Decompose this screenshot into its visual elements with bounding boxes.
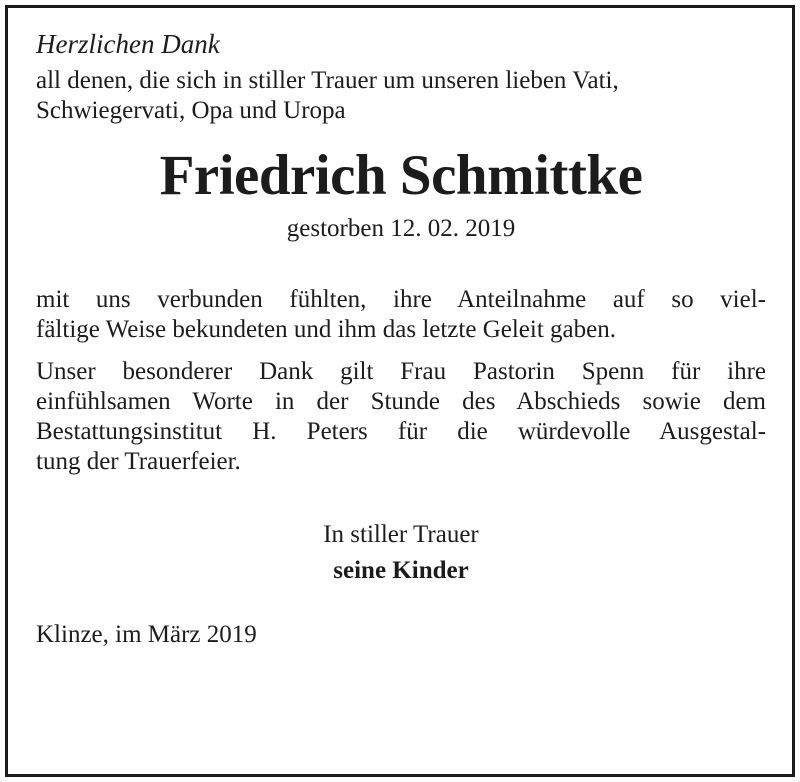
paragraph-line: einfühlsamen Worte in der Stunde des Abschieds sowie dem — [36, 388, 766, 415]
paragraph-thanks-support — [36, 285, 766, 345]
greeting-heading: Herzlichen Dank — [36, 29, 220, 59]
deceased-name: Friedrich Schmittke — [159, 144, 643, 207]
paragraph-line: mit uns verbunden fühlten, ihre Anteilnahme auf so viel- — [36, 286, 766, 313]
paragraph-line: Unser besonderer Dank gilt Frau Pastorin Spenn für ihre — [36, 358, 766, 385]
paragraph-special-thanks — [36, 357, 766, 477]
signature: seine Kinder — [333, 557, 469, 584]
notice-border — [5, 5, 795, 777]
closing-phrase: In stiller Trauer — [323, 521, 479, 548]
paragraph-line: tung der Trauerfeier. — [36, 448, 241, 475]
place-and-date: Klinze, im März 2019 — [36, 621, 257, 648]
intro-text — [36, 66, 766, 126]
obituary-thank-you-notice — [36, 28, 766, 675]
date-of-death: gestorben 12. 02. 2019 — [286, 215, 516, 242]
intro-line: Schwiegervati, Opa und Uropa — [36, 97, 346, 124]
closing-block — [36, 520, 766, 586]
paragraph-line: fältige Weise bekundeten und ihm das letzte Geleit gaben. — [36, 316, 616, 343]
intro-line: all denen, die sich in stiller Trauer um unseren lieben Vati, — [36, 67, 619, 94]
paragraph-line: Bestattungsinstitut H. Peters für die würdevolle Ausgestal- — [36, 418, 766, 445]
